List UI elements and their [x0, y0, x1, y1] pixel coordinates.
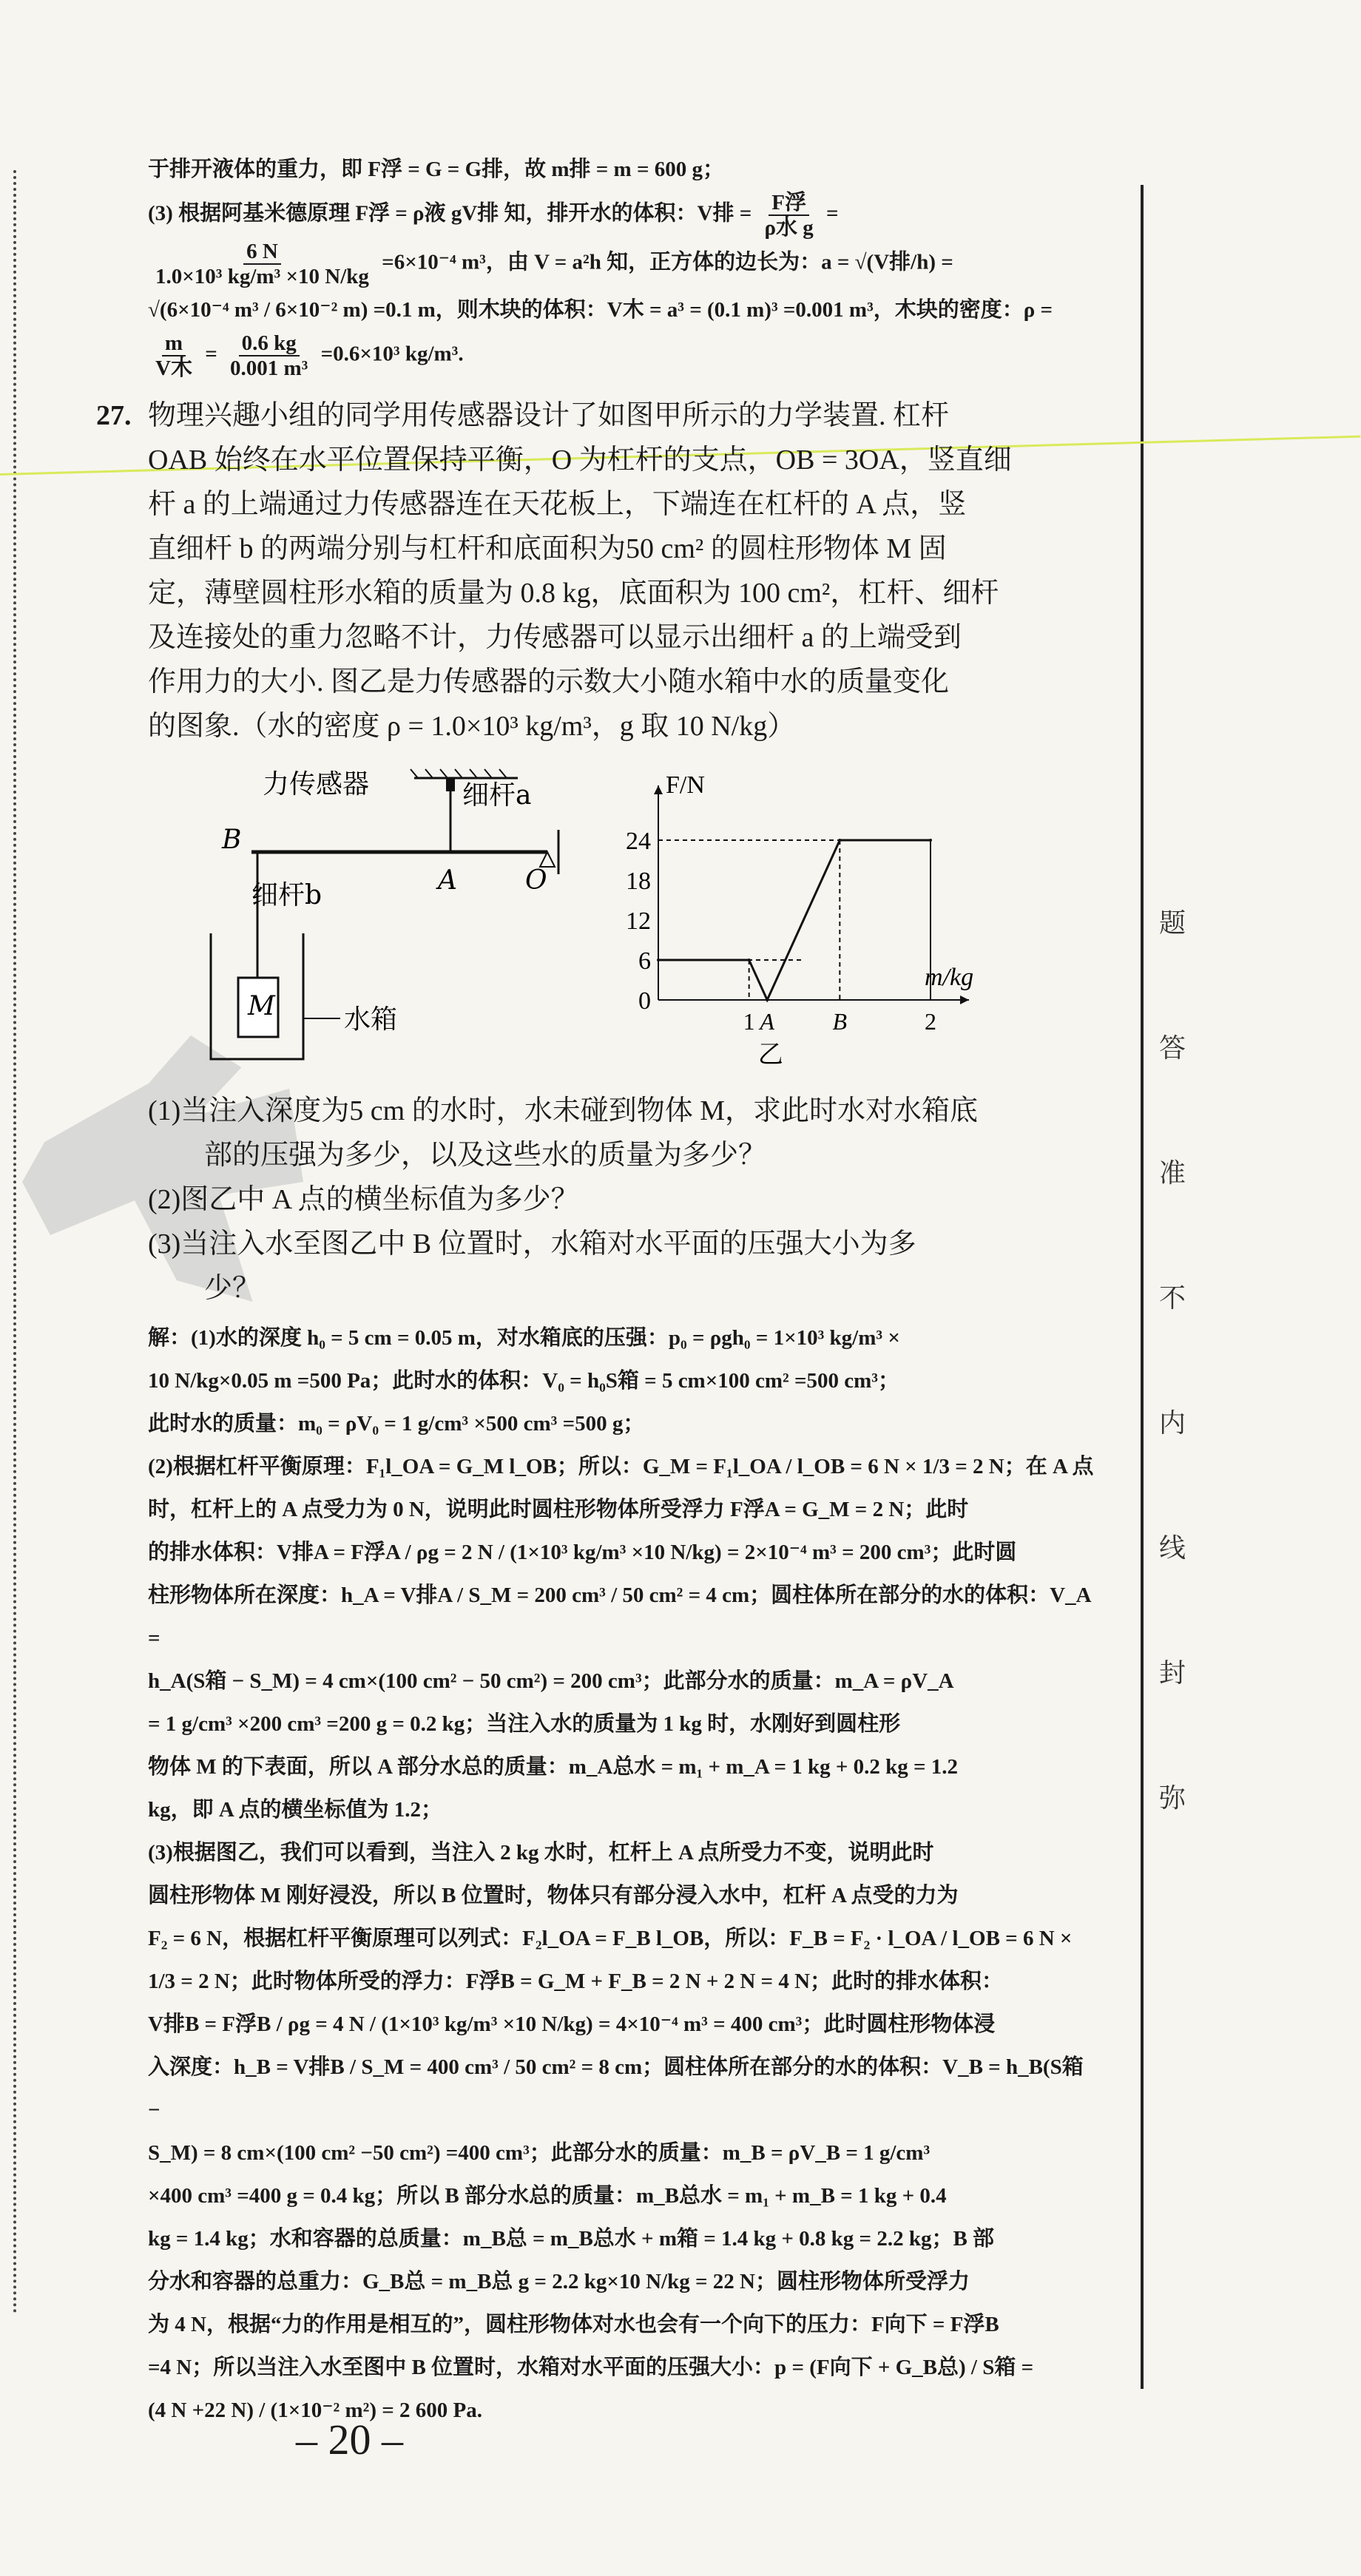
y-axis-arrow	[654, 785, 663, 794]
seal-char: 不	[1158, 1283, 1186, 1314]
question-line: 的图象.（水的密度 ρ = 1.0×10³ kg/m³，g 取 10 N/kg）	[148, 711, 796, 742]
x-tick-label: B	[832, 1008, 848, 1035]
point-o-label: O	[525, 865, 547, 896]
x-tick-label: 2	[925, 1008, 936, 1035]
solution-line: (4 N +22 N) / (1×10⁻² m²) = 2 600 Pa.	[148, 2398, 482, 2422]
fraction: $\frac{m}{\text{V木}}$	[155, 331, 192, 380]
solution-line: 分水和容器的总重力：G_B总 = m_B总 g = 2.2 kg×10 N/kg = 22 N；圆柱形物体所受浮力	[148, 2270, 970, 2293]
solution-line: 柱形物体所在深度：h_A = V排A / S_M = 200 cm³ / 50 cm² = 4 cm；圆柱体所在部分的水的体积：V_A =	[148, 1583, 1090, 1650]
question-27	[96, 393, 1095, 1311]
data-point	[838, 839, 841, 842]
solution-line: 时，杠杆上的 A 点受力为 0 N，说明此时圆柱形物体所受浮力 F浮A = G_M = 2 N；此时	[148, 1498, 969, 1521]
solution-27	[148, 1316, 1095, 2432]
data-point	[748, 959, 751, 961]
binding-dotted-line	[13, 170, 16, 2315]
seal-char: 题	[1158, 908, 1186, 939]
solution-line: kg = 1.4 kg；水和容器的总质量：m_B总 = m_B总水 + m箱 = 1.4 kg + 0.8 kg = 2.2 kg；B 部	[148, 2227, 995, 2251]
data-point	[929, 839, 932, 842]
figure-yi-chart	[592, 756, 1021, 1066]
fraction: $\frac{\text{F浮}}{\text{ρ水 g}}$	[764, 191, 814, 240]
solution-line: (3)根据图乙，我们可以看到，当注入 2 kg 水时，杠杆上 A 点所受力不变，说明此时	[148, 1841, 934, 1865]
fraction: $\frac{6 N}{\text{1.0×10³ kg/m³ ×10 N/kg}}$	[155, 240, 369, 288]
solution-line: S_M) = 8 cm×(100 cm² −50 cm²) =400 cm³；此部分水的质量：m_B = ρV_B = 1 g/cm³	[148, 2141, 931, 2165]
solution-line: 为 4 N，根据“力的作用是相互的”，圆柱形物体对水也会有一个向下的压力：F向下 = F浮B	[148, 2313, 999, 2336]
page-number: – 20 –	[296, 2416, 403, 2464]
question-line: 杆 a 的上端通过力传感器连在天花板上，下端连在杠杆的 A 点，竖	[148, 489, 967, 520]
question-line: OAB 始终在水平位置保持平衡，O 为杠杆的支点，OB = 3OA，竖直细	[148, 444, 1012, 476]
y-tick-label: 12	[626, 907, 651, 935]
seal-char: 线	[1158, 1533, 1186, 1563]
solution-line: (3) 根据阿基米德原理 F浮 = ρ液 gV排 知，排开水的体积：V排 = $\frac{\text{F浮}}{\text{ρ水 g}}$ =	[148, 191, 839, 240]
point-b-label: B	[222, 825, 242, 855]
solution-line: √(6×10⁻⁴ m³ / 6×10⁻² m) =0.1 m，则木块的体积：V木 = a³ = (0.1 m)³ =0.001 m³，木块的密度：ρ =	[148, 298, 1053, 322]
question-line: 物理兴趣小组的同学用传感器设计了如图甲所示的力学装置. 杠杆	[148, 400, 950, 431]
solution-line: = 1 g/cm³ ×200 cm³ =200 g = 0.2 kg；当注入水的质量为 1 kg 时，水刚好到圆柱形	[148, 1712, 901, 1736]
solution-line: =4 N；所以当注入水至图中 B 位置时，水箱对水平面的压强大小：p = (F向下 + G_B总) / S箱 =	[148, 2356, 1034, 2379]
figures	[148, 756, 1095, 1066]
object-m-label: M	[248, 991, 275, 1021]
solution-line: 于排开液体的重力，即 F浮 = G = G排，故 m排 = m = 600 g；	[148, 158, 724, 181]
figure-caption-yi: 乙	[757, 1041, 783, 1066]
solution-line: h_A(S箱 − S_M) = 4 cm×(100 cm² − 50 cm²) = 200 cm³；此部分水的质量：m_A = ρV_A	[148, 1669, 954, 1693]
rod-b-label: 细杆b	[251, 880, 322, 910]
y-axis-label: F/N	[666, 771, 705, 799]
solution-line: 此时水的质量：m₀ = ρV₀ = 1 g/cm³ ×500 cm³ =500 g；	[148, 1412, 645, 1436]
y-tick-label: 18	[626, 868, 651, 895]
question-line: 及连接处的重力忽略不计，力传感器可以显示出细杆 a 的上端受到	[148, 622, 962, 653]
sub-question: (3)当注入水至图乙中 B 位置时，水箱对水平面的压强大小为多	[148, 1228, 916, 1260]
solution-line: 10 N/kg×0.05 m =500 Pa；此时水的体积：V₀ = h₀S箱 = 5 cm×100 cm² =500 cm³；	[148, 1369, 899, 1393]
solution-line: F₂ = 6 N，根据杠杆平衡原理可以列式：F₂l_OA = F_B l_OB，所以：F_B = F₂ · l_OA / l_OB = 6 N ×	[148, 1927, 1073, 1950]
sub-question: 部的压强为多少，以及这些水的质量为多少？	[148, 1140, 767, 1171]
sensor-label: 力传感器	[263, 769, 370, 799]
solution-line: 物体 M 的下表面，所以 A 部分水总的质量：m_A总水 = m₁ + m_A = 1 kg + 0.2 kg = 1.2	[148, 1755, 959, 1779]
solution-line: 入深度：h_B = V排B / S_M = 400 cm³ / 50 cm² = 8 cm；圆柱体所在部分的水的体积：V_B = h_B(S箱 −	[148, 2055, 1084, 2122]
solution-line: (2)根据杠杆平衡原理：F₁l_OA = G_M l_OB；所以：G_M = F₁l_OA / l_OB = 6 N × 1/3 = 2 N；在 A 点	[148, 1455, 1094, 1478]
point-a-label: A	[438, 865, 457, 896]
question-line: 定，薄壁圆柱形水箱的质量为 0.8 kg，底面积为 100 cm²，杠杆、细杆	[148, 578, 999, 609]
solution-line: 圆柱形物体 M 刚好浸没，所以 B 位置时，物体只有部分浸入水中，杠杆 A 点受的力为	[148, 1884, 959, 1907]
sub-question: (1)当注入深度为5 cm 的水时，水未碰到物体 M，求此时水对水箱底	[148, 1095, 979, 1126]
data-point	[766, 998, 769, 1001]
question-line: 作用力的大小. 图乙是力传感器的示数大小随水箱中水的质量变化	[148, 666, 950, 697]
question-number: 27.	[96, 400, 132, 431]
main-content	[96, 148, 1095, 2432]
series-line	[658, 840, 931, 1000]
solution-line: 的排水体积：V排A = F浮A / ρg = 2 N / (1×10³ kg/m³ ×10 N/kg) = 2×10⁻⁴ m³ = 200 cm³；此时圆	[148, 1541, 1017, 1564]
solution-line: V排B = F浮B / ρg = 4 N / (1×10³ kg/m³ ×10 N/kg) = 4×10⁻⁴ m³ = 400 cm³；此时圆柱形物体浸	[148, 2012, 996, 2036]
x-axis-arrow	[960, 995, 969, 1004]
seal-char: 答	[1158, 1033, 1186, 1064]
seal-char: 弥	[1158, 1783, 1186, 1813]
x-tick-label: A	[760, 1008, 774, 1035]
sub-question: 少？	[148, 1273, 261, 1304]
solution-line: 解：(1)水的深度 h₀ = 5 cm = 0.05 m，对水箱底的压强：p₀ = ρgh₀ = 1×10³ kg/m³ ×	[148, 1326, 900, 1350]
x-axis-label: m/kg	[925, 964, 974, 991]
sub-question: (2)图乙中 A 点的横坐标值为多少？	[148, 1184, 579, 1215]
solution-line: $\frac{6 N}{\text{1.0×10³ kg/m³ ×10 N/kg}}$ =6×10⁻⁴ m³，由 V = a²h 知，正方体的边长为：a = √(V排/h) =	[148, 240, 1095, 288]
seal-text-column	[1150, 902, 1195, 1902]
y-tick-label: 24	[626, 828, 651, 855]
solution-line: kg，即 A 点的横坐标值为 1.2；	[148, 1798, 442, 1822]
seal-char: 封	[1158, 1658, 1186, 1688]
solution-line: $\frac{m}{\text{V木}}$ = $\frac{0.6 kg}{\text{0.001 m³}}$ =0.6×10³ kg/m³.	[148, 331, 1095, 380]
data-point	[657, 959, 660, 961]
rod-a-label: 细杆a	[462, 780, 532, 811]
fraction: $\frac{0.6 kg}{\text{0.001 m³}}$	[229, 331, 308, 380]
seal-char: 内	[1158, 1408, 1186, 1439]
x-tick-label: 1	[743, 1008, 755, 1035]
question-line: 直细杆 b 的两端分别与杠杆和底面积为50 cm² 的圆柱形物体 M 固	[148, 533, 947, 564]
solution-line: 1/3 = 2 N；此时物体所受的浮力：F浮B = G_M + F_B = 2 N + 2 N = 4 N；此时的排水体积：	[148, 1970, 1004, 1993]
solution-previous	[148, 148, 1095, 380]
tank-label: 水箱	[344, 1004, 398, 1035]
seal-char: 准	[1158, 1158, 1186, 1189]
seal-line	[1141, 185, 1144, 2389]
y-tick-label: 6	[638, 947, 651, 975]
y-tick-label: 0	[638, 987, 651, 1015]
solution-line: ×400 cm³ =400 g = 0.4 kg；所以 B 部分水总的质量：m_B总水 = m₁ + m_B = 1 kg + 0.4	[148, 2184, 947, 2208]
